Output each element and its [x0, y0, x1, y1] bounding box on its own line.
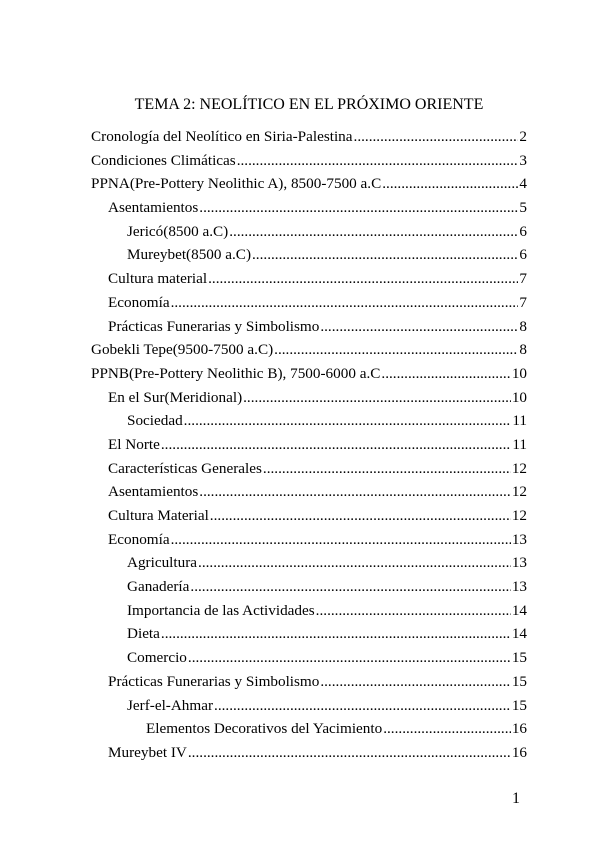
toc-entry-page: 11 [512, 435, 527, 453]
toc-dot-leader [171, 291, 519, 315]
toc-dot-leader [161, 622, 511, 646]
toc-entry[interactable] [91, 338, 527, 362]
toc-entry-label: El Norte [108, 435, 160, 453]
toc-entry[interactable] [91, 575, 527, 599]
toc-entry-label: En el Sur(Meridional) [108, 388, 243, 406]
toc-entry[interactable] [91, 694, 527, 718]
toc-entry-page: 13 [511, 578, 527, 596]
toc-entry-label: Prácticas Funerarias y Simbolismo [108, 672, 320, 690]
toc-entry-label: Economía [108, 530, 170, 548]
toc-dot-leader [198, 551, 511, 575]
toc-entry-page: 6 [519, 246, 527, 264]
toc-entry-page: 11 [512, 412, 527, 430]
toc-entry[interactable] [91, 386, 527, 410]
toc-dot-leader [381, 362, 510, 386]
toc-entry-label: Mureybet IV [108, 743, 187, 761]
toc-entry[interactable] [91, 172, 527, 196]
toc-entry-label: Economía [108, 293, 170, 311]
toc-dot-leader [190, 575, 510, 599]
toc-entry-page: 13 [511, 554, 527, 572]
toc-entry-label: Jerf-el-Ahmar [127, 696, 214, 714]
toc-dot-leader [188, 741, 511, 765]
toc-entry-page: 14 [511, 625, 527, 643]
toc-dot-leader [199, 196, 518, 220]
toc-entry-label: Ganadería [127, 578, 190, 596]
toc-entry-page: 16 [511, 743, 527, 761]
table-of-contents [91, 125, 527, 765]
toc-entry-label: Mureybet(8500 a.C) [127, 246, 251, 264]
toc-entry-label: Prácticas Funerarias y Simbolismo [108, 317, 320, 335]
toc-entry[interactable] [91, 646, 527, 670]
toc-dot-leader [237, 149, 519, 173]
toc-entry-label: Dieta [127, 625, 160, 643]
toc-entry-label: Cronología del Neolítico en Siria-Palestina [91, 128, 353, 145]
toc-dot-leader [252, 243, 518, 267]
toc-entry-label: Importancia de las Actividades [127, 601, 315, 619]
toc-entry-page: 7 [519, 270, 527, 288]
toc-entry[interactable] [91, 315, 527, 339]
toc-entry-label: Sociedad [127, 412, 183, 430]
toc-entry[interactable] [91, 149, 527, 173]
toc-entry[interactable] [91, 433, 527, 457]
toc-entry-page: 2 [519, 128, 527, 145]
toc-dot-leader [320, 670, 510, 694]
toc-dot-leader [383, 717, 511, 741]
toc-entry-label: Cultura material [108, 270, 208, 288]
toc-entry[interactable] [91, 528, 527, 552]
toc-entry-label: Elementos Decorativos del Yacimiento [146, 720, 383, 738]
toc-entry[interactable] [91, 741, 527, 765]
toc-dot-leader [171, 528, 511, 552]
toc-entry-page: 10 [511, 388, 527, 406]
toc-dot-leader [210, 504, 511, 528]
toc-entry-label: PPNA(Pre-Pottery Neolithic A), 8500-7500 a.C [91, 175, 382, 193]
toc-entry-page: 15 [511, 672, 527, 690]
toc-entry-label: Cultura Material [108, 507, 209, 524]
toc-entry[interactable] [91, 622, 527, 646]
toc-entry-label: Condiciones Climáticas [91, 151, 236, 169]
toc-entry[interactable] [91, 457, 527, 481]
toc-entry-page: 16 [511, 720, 527, 738]
toc-entry-page: 12 [511, 507, 527, 524]
toc-entry[interactable] [91, 196, 527, 220]
toc-entry[interactable] [91, 504, 527, 528]
toc-entry-page: 3 [519, 151, 527, 169]
toc-entry-label: Jericó(8500 a.C) [127, 222, 229, 240]
toc-entry[interactable] [91, 409, 527, 433]
toc-dot-leader [354, 125, 519, 149]
toc-entry-page: 14 [511, 601, 527, 619]
toc-dot-leader [199, 480, 511, 504]
toc-dot-leader [316, 599, 511, 623]
toc-dot-leader [229, 220, 518, 244]
toc-entry[interactable] [91, 291, 527, 315]
toc-entry[interactable] [91, 717, 527, 741]
toc-dot-leader [243, 386, 511, 410]
toc-entry[interactable] [91, 267, 527, 291]
toc-entry-page: 12 [511, 483, 527, 501]
toc-entry-page: 8 [519, 317, 527, 335]
toc-dot-leader [274, 338, 518, 362]
toc-dot-leader [214, 694, 511, 718]
toc-entry-label: Asentamientos [108, 483, 199, 501]
toc-dot-leader [184, 409, 512, 433]
toc-dot-leader [382, 172, 518, 196]
page-number: 1 [512, 790, 520, 807]
toc-entry-page: 8 [519, 341, 527, 359]
toc-entry[interactable] [91, 362, 527, 386]
toc-dot-leader [161, 433, 512, 457]
toc-entry-page: 4 [519, 175, 527, 193]
toc-entry-label: PPNB(Pre-Pottery Neolithic B), 7500-6000 a.C [91, 364, 381, 382]
toc-entry-label: Gobekli Tepe(9500-7500 a.C) [91, 341, 274, 359]
toc-dot-leader [320, 315, 518, 339]
toc-entry-label: Agricultura [127, 554, 198, 572]
toc-entry-label: Asentamientos [108, 199, 199, 217]
toc-entry-page: 10 [511, 364, 527, 382]
toc-entry-page: 13 [511, 530, 527, 548]
toc-entry-page: 5 [519, 199, 527, 217]
toc-entry[interactable] [91, 125, 527, 149]
toc-entry[interactable] [91, 551, 527, 575]
toc-entry-page: 15 [511, 696, 527, 714]
toc-entry[interactable] [91, 599, 527, 623]
toc-entry[interactable] [91, 480, 527, 504]
toc-entry-page: 6 [519, 222, 527, 240]
toc-entry-page: 12 [511, 459, 527, 477]
toc-entry[interactable] [91, 670, 527, 694]
toc-dot-leader [263, 457, 511, 481]
document-title: TEMA 2: NEOLÍTICO EN EL PRÓXIMO ORIENTE [134, 96, 484, 113]
toc-entry-label: Comercio [127, 649, 187, 667]
toc-entry-page: 15 [511, 649, 527, 667]
toc-dot-leader [208, 267, 518, 291]
toc-entry[interactable] [91, 243, 527, 267]
toc-dot-leader [188, 646, 511, 670]
toc-entry[interactable] [91, 220, 527, 244]
toc-entry-page: 7 [519, 293, 527, 311]
toc-entry-label: Características Generales [108, 459, 262, 477]
